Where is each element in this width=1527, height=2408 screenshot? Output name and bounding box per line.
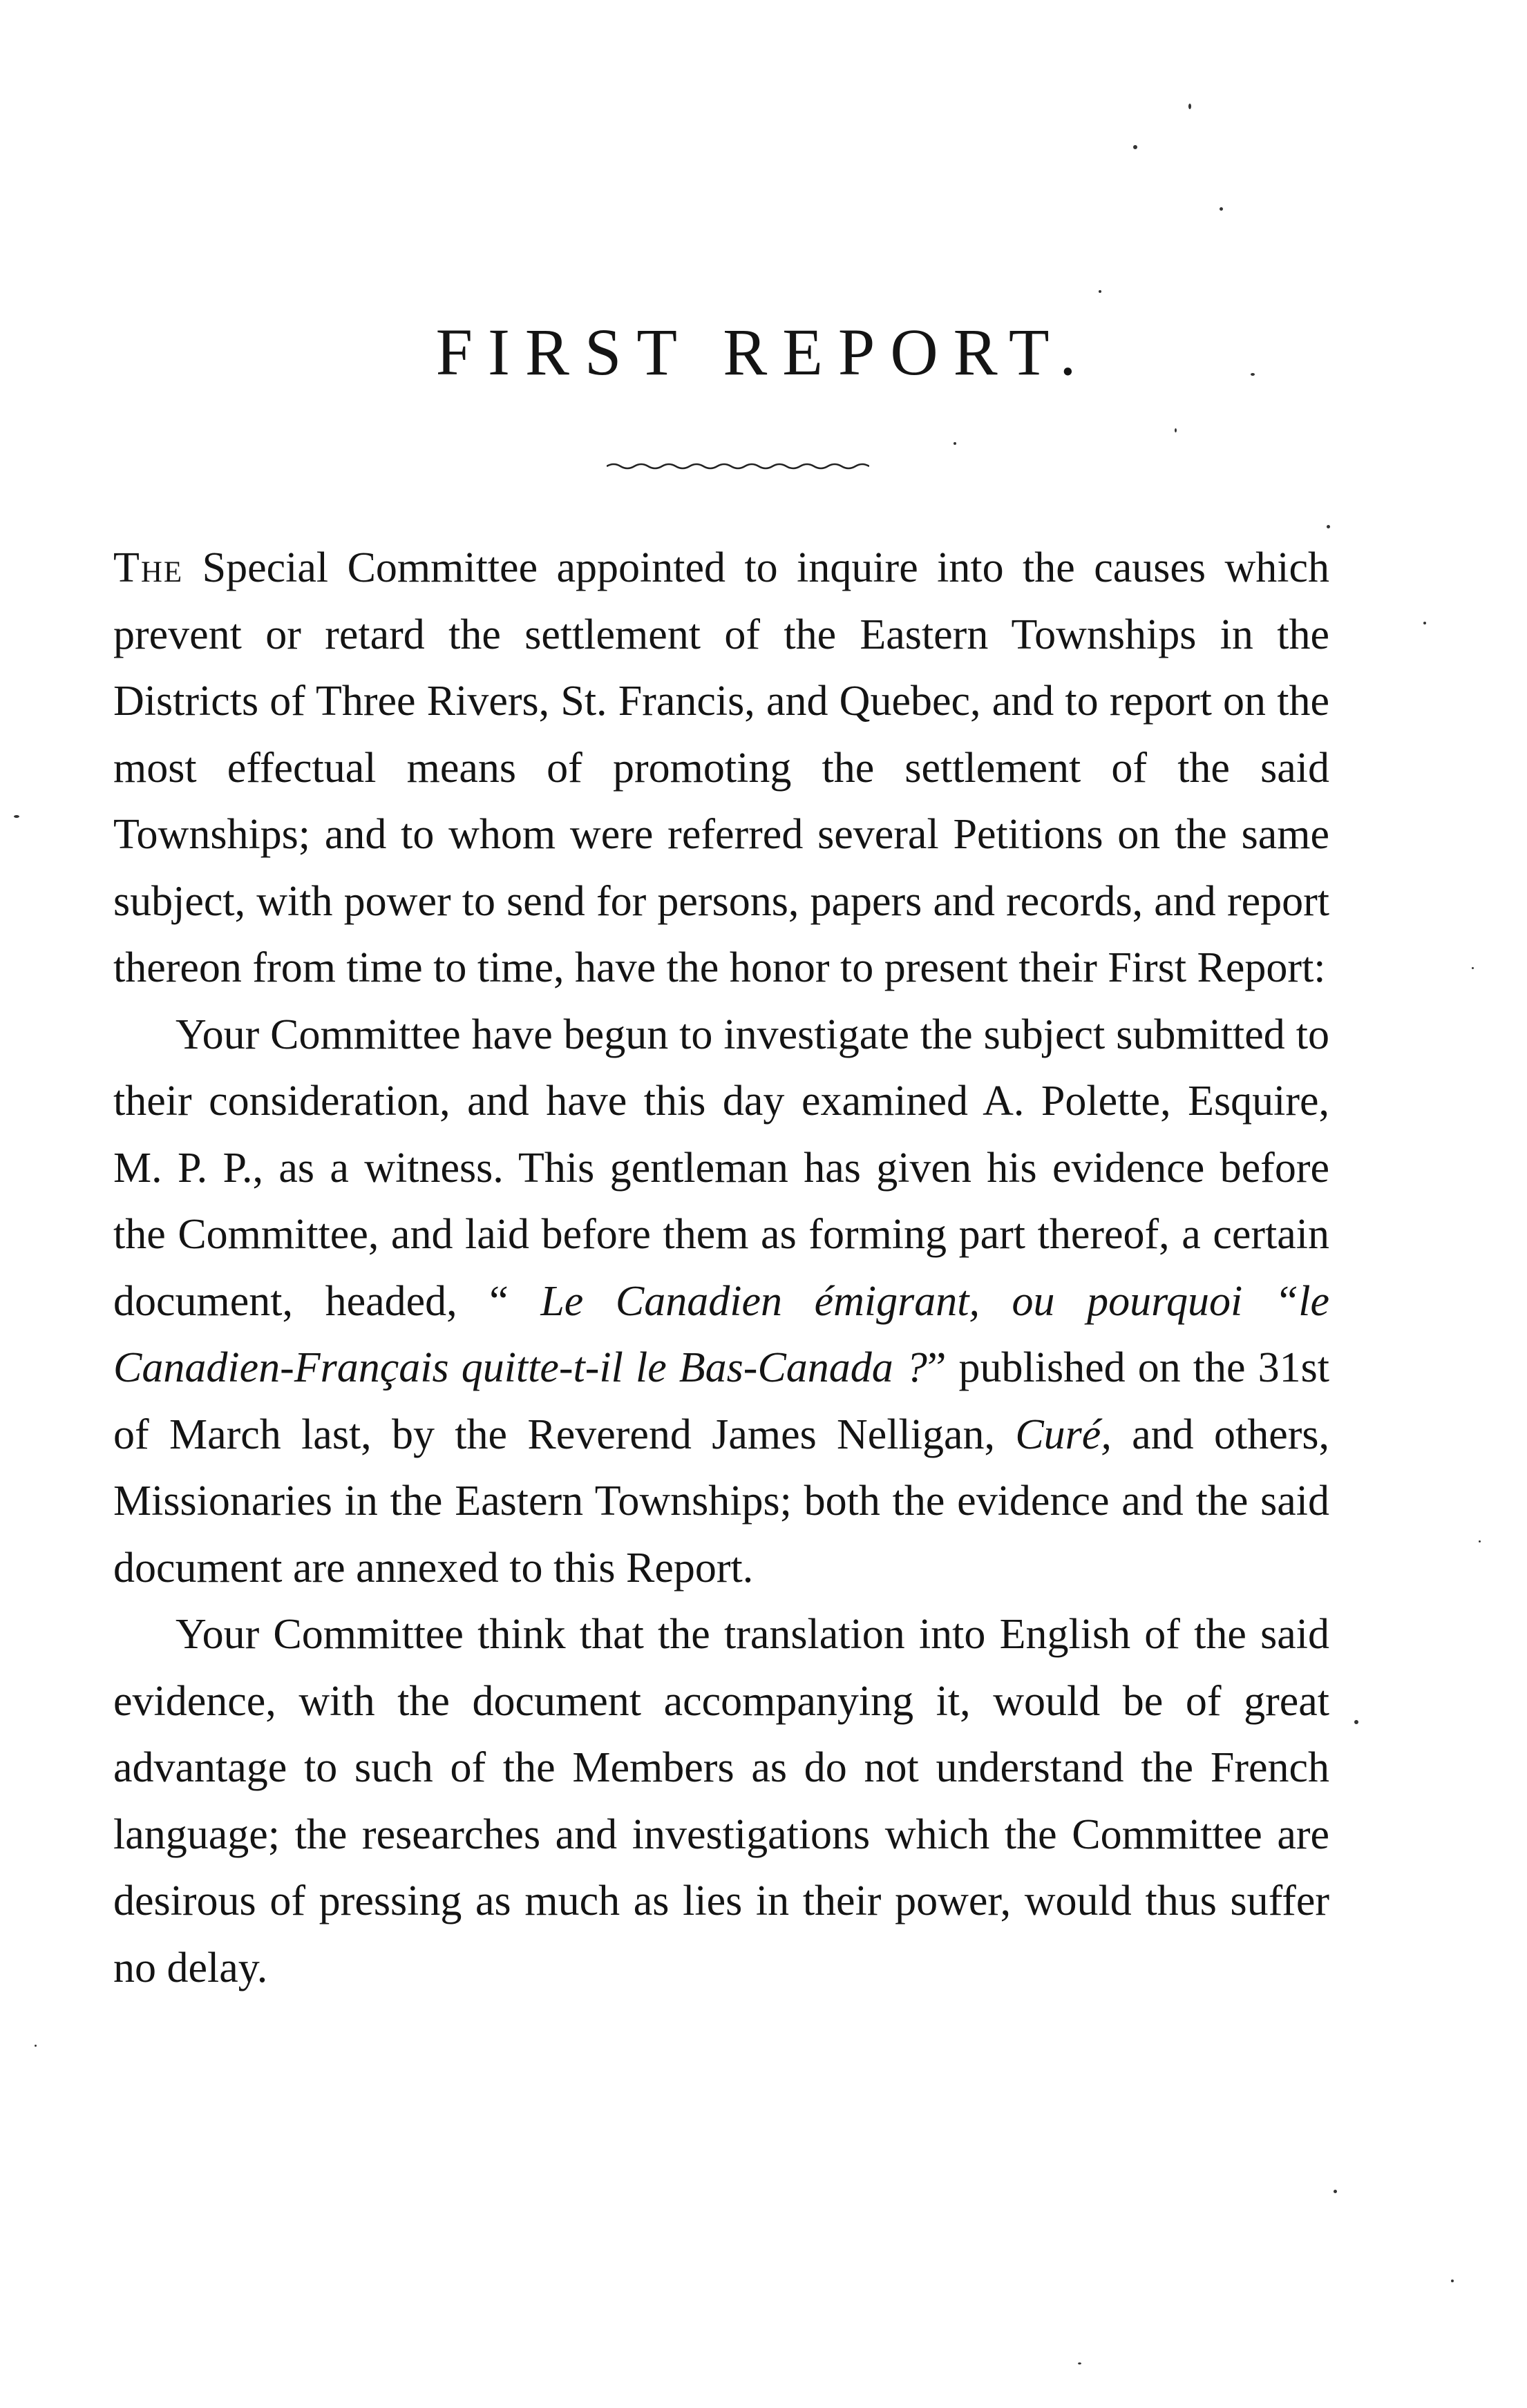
paragraph-1-text: Special Committee appointed to inquire into the causes which prevent or retard the settlement of the Eastern Townships in the Districts of Three Rivers, St. Francis, and Quebec, and to report on the most effectual means of promoting the settlement of the said Townships; and to whom were referred several Petitions on the same subject, with power to send for persons, papers and records, and report thereon from time to time, have the honor to present their First Report: [113, 544, 1329, 991]
paragraph-2-middle: ” published on the 31st of March last, by the Reverend James Nelligan, [113, 1344, 1329, 1458]
report-body [113, 535, 1329, 2001]
scan-speck [1251, 373, 1255, 376]
paragraph-1 [113, 535, 1329, 1002]
report-title: FIRST REPORT. [435, 315, 1092, 389]
scan-speck [1479, 1540, 1481, 1542]
paragraph-2-after: and others, Missionaries in the Eastern Townships; both the evidence and the said document are annexed to this Report. [113, 1411, 1329, 1592]
decorative-wavy-rule [607, 461, 869, 471]
scan-speck [954, 442, 956, 445]
scan-speck [14, 815, 19, 818]
scan-speck [1188, 104, 1191, 109]
paragraph-1-lead: The [113, 544, 184, 591]
paragraph-2-before: Your Committee have begun to investigate the subject submitted to their consideration, and have this day examined A. Polette, Esquire, M. P. P., as a witness. This gentleman has given his evidence before the Committee, and laid before them as forming part thereof, a certain document, headed, “ [113, 1011, 1329, 1325]
scan-speck [1334, 2190, 1337, 2193]
paragraph-3: Your Committee think that the translation into English of the said evidence, with the document accompanying it, would be of great advantage to such of the Members as do not understand the French language; the researches and investigations which the Committee are desirous of pressing as much as lies in their power, would thus suffer no delay. [113, 1611, 1329, 1991]
scan-speck [1423, 622, 1426, 624]
scan-speck [1133, 145, 1137, 149]
scan-speck [1354, 1720, 1358, 1724]
scan-speck [1099, 290, 1101, 293]
scan-speck [1220, 207, 1223, 211]
document-title-quote: Le Canadien émigrant, ou pourquoi “le Canadien-Français quitte-t-il le Bas-Canada ? [113, 1277, 1330, 1391]
scan-speck [35, 2045, 37, 2047]
scan-speck [1327, 525, 1330, 528]
scan-speck [1451, 2280, 1454, 2282]
cure-word: Curé, [1015, 1411, 1112, 1458]
scan-speck [1175, 428, 1177, 432]
paragraph-2 [113, 1002, 1329, 1602]
scan-speck [1472, 967, 1474, 969]
scan-speck [1078, 2362, 1081, 2364]
